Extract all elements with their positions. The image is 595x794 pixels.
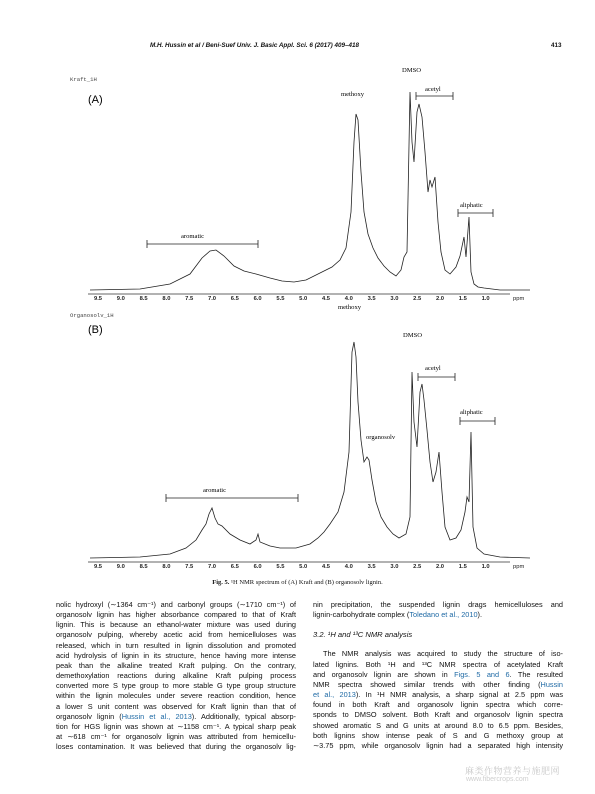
text-line: nolic hydroxyl (∼1364 cm⁻¹) and carbonyl groups (∼1710 cm⁻¹) of [56,600,296,609]
spectrum-b-plot [60,312,540,580]
x-tick-label: 3.5 [367,296,376,302]
x-tick-label: 9.5 [93,564,103,570]
aliphatic-label-a: aliphatic [460,202,483,209]
x-tick-label: 1.0 [481,296,490,302]
x-tick-label: 5.5 [276,296,285,302]
page-number: 413 [551,42,562,49]
ref-link-hussin-cont[interactable]: et al., 2013 [313,690,356,700]
x-tick-label: 8.0 [162,564,171,570]
text-line: demethoxylation reactions during alkaline Kraft pulping process [56,671,296,681]
x-tick-label: 9.0 [116,564,125,570]
section-heading: 3.2. ¹H and ¹³C NMR analysis [313,630,413,640]
spectrum-a-unit: ppm [513,296,525,302]
aromatic-label-a: aromatic [181,233,205,240]
x-tick-label: 9.0 [116,296,125,302]
spectrum-a-plot [60,62,540,312]
methoxy-label-b: methoxy [338,304,362,311]
x-tick-label: 7.5 [185,564,194,570]
x-tick-label: 8.0 [162,296,171,302]
text-line: showed aromatic S and G units at around 8.0 to 6.5 ppm. Besides, [313,720,563,730]
organosolv-label-b: organosolv [366,434,396,441]
x-tick-label: 4.0 [344,564,353,570]
text-line-with-ref: organosolv lignin (Hussin et al., 2013). Additionally, typical absorp- [56,711,296,721]
spectrum-b-unit: ppm [513,564,525,570]
text-line: loses contamination. It was believed that during the organosolv lig- [56,742,296,752]
text-line: converted more S type group to more stable G type group structure [56,681,296,691]
text-line-with-ref: lignin-carbohydrate complex (Toledano et al., 2010). [313,610,483,620]
x-tick-label: 3.0 [390,564,399,570]
x-tick-label: 5.5 [276,564,285,570]
panel-label-b: (B) [88,324,103,336]
x-tick-label: 8.5 [139,296,148,302]
spectrum-b-file-label: Organosolv_1H [70,312,114,319]
ref-link-toledano-2010[interactable]: Toledano et al., 2010 [409,610,478,620]
dmso-label-b: DMSO [403,332,423,339]
text-line-with-ref: and organosolv lignin are shown in Figs. 5 and 6. The resulted [313,669,563,679]
text-line: acid hydrolysis of lignin in its structure, hence having more intense [56,650,296,660]
text-line: lated lignins. Both ¹H and ¹³C NMR spectra of acetylated Kraft [313,659,563,669]
x-tick-label: 3.0 [390,296,399,302]
aromatic-label-b: aromatic [203,487,227,494]
text-line: The NMR analysis was acquired to study the structure of iso- [323,649,563,659]
x-tick-label: 4.5 [321,296,331,302]
text-line: peak than the alkaline treated Kraft pulping. On the contrary, [56,660,296,670]
acetyl-label-b: acetyl [425,365,441,372]
x-tick-label: 5.0 [299,296,308,302]
panel-label-a: (A) [88,94,103,106]
nmr-spectrum-kraft [60,62,540,312]
figure-caption [0,579,595,586]
x-tick-label: 6.5 [230,296,239,302]
x-tick-label: 2.0 [435,564,445,570]
x-tick-label: 2.5 [413,564,422,570]
x-tick-label: 1.0 [481,564,490,570]
caption-text: ¹H NMR spectrum of (A) Kraft and (B) organosolv lignin. [231,579,383,586]
methoxy-label-a: methoxy [341,91,365,98]
x-tick-label: 3.5 [367,564,376,570]
text-line: nin precipitation, the suspended lignin drags hemicelluloses and [313,600,563,609]
text-line-with-ref: et al., 2013). In ¹H NMR analysis, a sharp signal at 2.5 ppm was [313,690,563,700]
journal-citation: M.H. Hussin et al / Beni-Suef Univ. J. Basic Appl. Sci. 6 (2017) 409–418 [150,42,360,49]
x-tick-label: 7.0 [207,564,217,570]
x-tick-label: 1.5 [458,564,467,570]
aliphatic-label-b: aliphatic [460,409,483,416]
text-line: organosolv lignin has higher absorbance compared to that of Kraft [56,610,296,620]
x-tick-label: 9.5 [93,296,103,302]
x-tick-label: 6.5 [230,564,239,570]
ref-link-figs-5-6[interactable]: Figs. 5 and 6 [454,669,510,679]
x-tick-label: 2.0 [435,296,445,302]
dmso-label-a: DMSO [402,67,422,74]
x-tick-label: 1.5 [458,296,467,302]
x-tick-label: 6.0 [253,564,262,570]
text-line: found in both Kraft and organosolv lignin spectra which corre- [313,700,563,710]
x-tick-label: 6.0 [253,296,262,302]
text-line: within the lignin molecules under severe reaction condition, hence [56,691,296,701]
body-column-right [313,600,563,751]
watermark-url: www.fibercrops.com [466,776,529,783]
text-line: sponds to DMSO solvent. Both Kraft and organosolv lignin spectra [313,710,563,720]
spectrum-a-trace [90,92,530,290]
caption-label: Fig. 5. [212,579,230,586]
ref-link-hussin-2013[interactable]: Hussin et al., 2013 [121,711,192,721]
x-tick-label: 4.5 [321,564,331,570]
x-tick-label: 2.5 [413,296,422,302]
text-line: lignin. This is because an ethanol-water mixture was used during [56,620,296,630]
text-line: a lower S unit content was observed for Kraft lignin than that of [56,701,296,711]
x-tick-label: 7.0 [207,296,217,302]
text-line: organosolv pulping, whereby acetic acid from hemicelluloses was [56,630,296,640]
x-tick-label: 8.5 [139,564,148,570]
text-line-with-ref: NMR spectra showed similar trends with other finding (Hussin [313,679,563,689]
text-line: ∼3.75 ppm, while organosolv lignin had a separated high intensity [313,740,563,750]
text-line: released, which in turn resulted in lignin dissolution and promoted [56,640,296,650]
x-tick-label: 7.5 [185,296,194,302]
nmr-spectrum-organosolv [60,304,540,580]
text-line: both lignins show intense peak of S and G methoxy group at [313,730,563,740]
body-column-left [56,600,296,752]
text-line: at ∼618 cm⁻¹ for organosolv lignin was attributed from hemicellu- [56,732,296,742]
ref-link-hussin[interactable]: Hussin [540,679,563,689]
text-line: tion for HGS lignin was shown at ∼1158 cm⁻¹. A typical sharp peak [56,721,296,731]
acetyl-label-a: acetyl [425,86,441,93]
spectrum-b-trace [90,342,530,558]
spectrum-a-file-label: Kraft_1H [70,76,97,83]
x-tick-label: 4.0 [344,296,353,302]
x-tick-label: 5.0 [299,564,308,570]
watermark-text: 麻类作物营养与施肥网 [465,766,561,776]
